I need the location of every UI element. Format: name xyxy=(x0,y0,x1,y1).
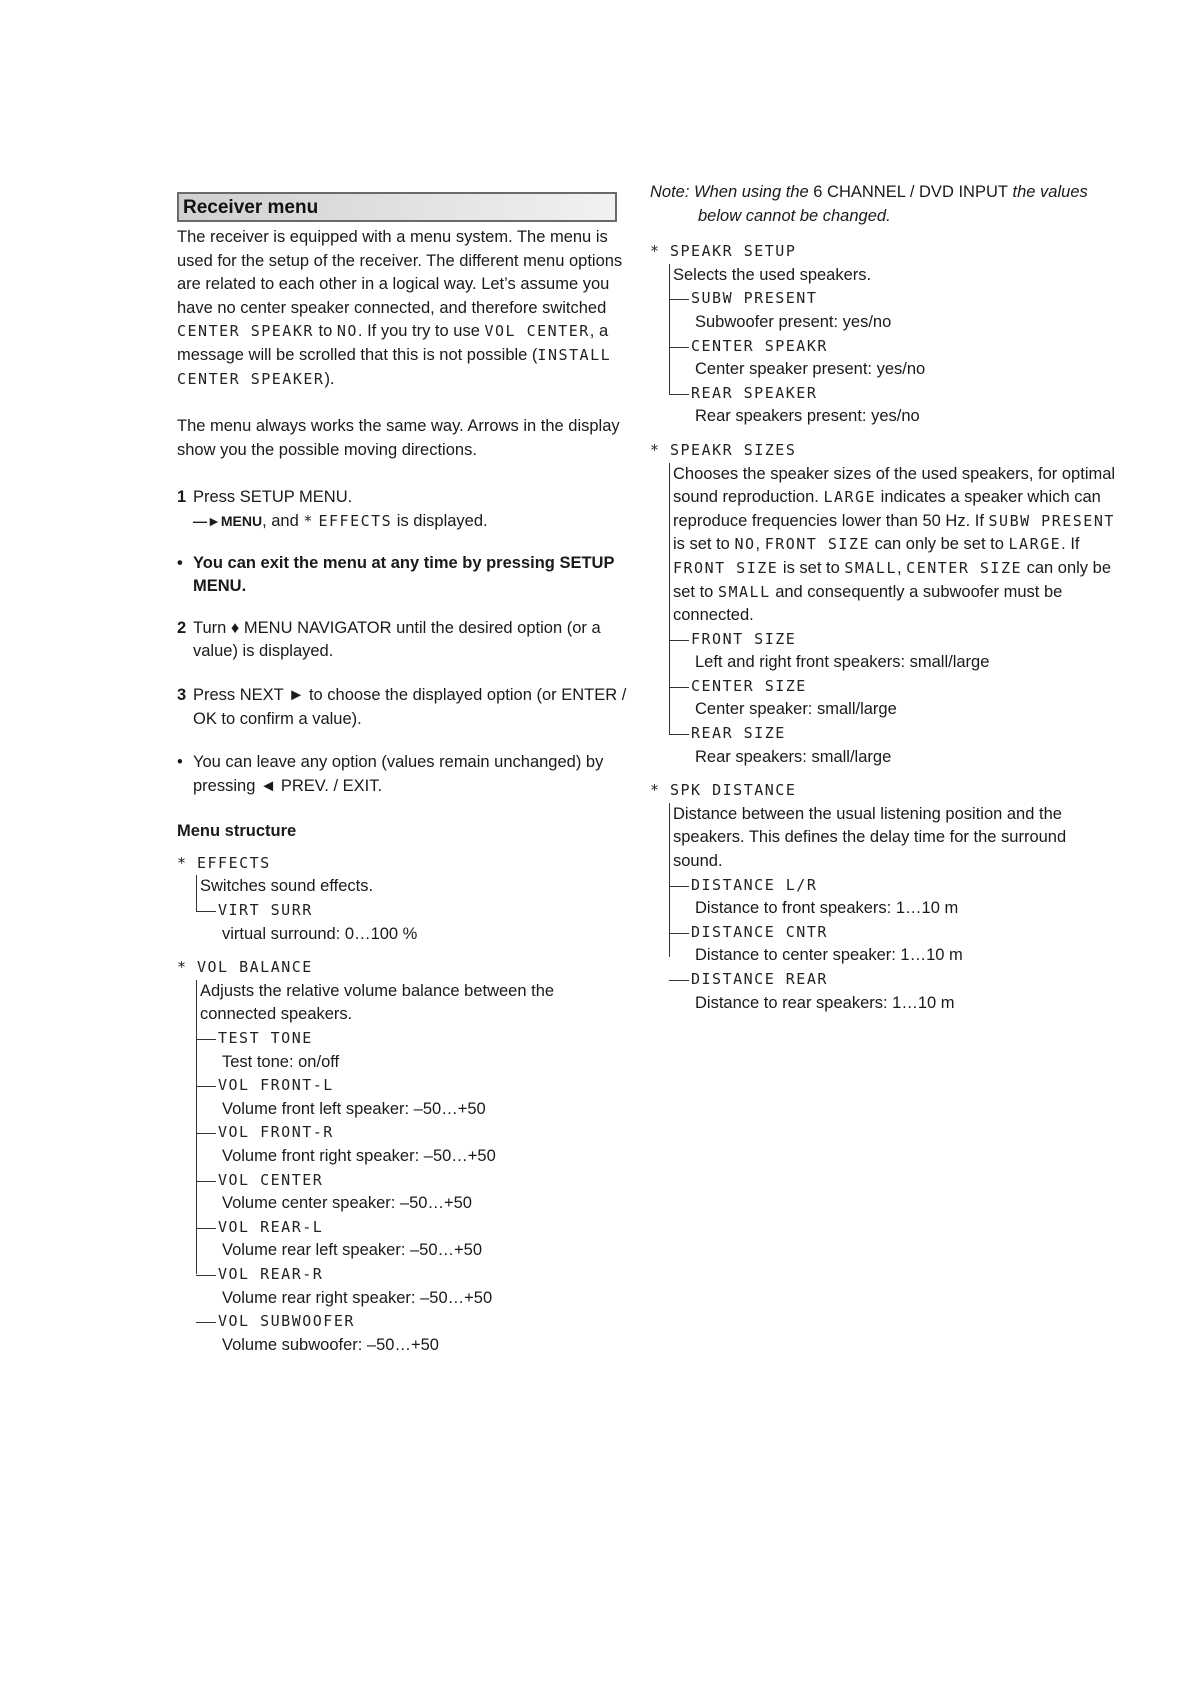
vol-balance-tree xyxy=(196,980,627,1358)
lcd-rear-speaker: REAR SPEAKER xyxy=(691,383,818,402)
step-number: 3 xyxy=(177,685,187,704)
lcd-distance-rear: DISTANCE REAR xyxy=(691,970,828,988)
step-1-text-3: is displayed. xyxy=(392,511,488,530)
step-1-display-line xyxy=(193,510,627,534)
lcd-front-size: FRONT SIZE xyxy=(691,629,797,648)
lcd-subw-present: SUBW PRESENT xyxy=(691,289,818,308)
step-1 xyxy=(177,486,627,533)
vol-rear-l-description: Volume rear left speaker: –50…+50 xyxy=(222,1241,483,1260)
speakr-sizes-tree xyxy=(669,463,1120,770)
step-1-text-2: , and xyxy=(262,511,304,530)
intro-text-3: . If you try to use xyxy=(357,322,485,341)
lcd-no: NO xyxy=(336,322,358,341)
tree-item xyxy=(673,287,1120,311)
intro-text-1: The receiver is equipped with a menu system. The menu is used for the setup of the receiver. The different menu options are related to each other in a logical way. Let’s assume you have no center speaker connected, and therefore switched xyxy=(177,228,623,317)
star-icon: * xyxy=(177,853,188,872)
subw-present-description: Subwoofer present: yes/no xyxy=(695,312,892,331)
star-icon: * xyxy=(177,958,188,977)
sizes-text: can only be set to xyxy=(870,535,1009,554)
star-icon: * xyxy=(650,781,661,800)
front-size-description: Left and right front speakers: small/large xyxy=(695,653,990,672)
distance-lr-description: Distance to front speakers: 1…10 m xyxy=(695,899,959,918)
vol-rear-r-description: Volume rear right speaker: –50…+50 xyxy=(222,1288,493,1307)
step-number: 1 xyxy=(177,488,187,507)
star-icon: * xyxy=(650,242,661,261)
tree-item xyxy=(673,335,1120,359)
lcd-small: SMALL xyxy=(717,582,771,601)
sizes-text: is set to xyxy=(673,535,735,554)
section-title-bar xyxy=(177,192,617,222)
section-title: Receiver menu xyxy=(183,197,319,218)
lcd-small: SMALL xyxy=(844,558,897,577)
intro-text-4: , a message will be scrolled that this is not possible ( xyxy=(177,322,609,364)
tree-item xyxy=(673,722,1120,746)
test-tone-description: Test tone: on/off xyxy=(222,1052,340,1071)
exit-menu-text: You can exit the menu at any time by pressing SETUP MENU. xyxy=(193,553,615,596)
lcd-vol-rear-r: VOL REAR-R xyxy=(218,1264,324,1283)
bullet-dot-icon: • xyxy=(177,753,183,772)
vol-balance-description: Adjusts the relative volume balance between the connected speakers. xyxy=(200,981,555,1024)
note-input-name: 6 CHANNEL / DVD INPUT xyxy=(813,183,1008,201)
menu-speakr-setup xyxy=(650,240,1120,264)
note-label: Note: xyxy=(650,183,690,201)
menu-structure-heading: Menu structure xyxy=(177,822,297,841)
lcd-spk-distance-title: SPK DISTANCE xyxy=(670,781,797,800)
leave-option-bullet xyxy=(177,751,627,798)
center-speakr-description: Center speaker present: yes/no xyxy=(695,360,926,379)
virt-surr-description: virtual surround: 0…100 % xyxy=(222,924,418,943)
lcd-center-size: CENTER SIZE xyxy=(691,676,807,695)
step-1-text: Press SETUP MENU. xyxy=(193,488,353,507)
tree-item xyxy=(200,1216,627,1240)
vol-front-l-description: Volume front left speaker: –50…+50 xyxy=(222,1099,486,1118)
sizes-text: and consequently a subwoofer must be connected. xyxy=(673,582,1063,625)
sizes-text: . If xyxy=(1061,535,1080,554)
menu-spk-distance xyxy=(650,779,1120,803)
sizes-text: Chooses the speaker sizes of the used speakers, for optimal sound reproduction. xyxy=(673,464,1116,507)
lcd-center-speakr: CENTER SPEAKR xyxy=(177,322,314,341)
star-icon: * xyxy=(303,511,314,530)
rear-size-description: Rear speakers: small/large xyxy=(695,747,892,766)
lcd-center-size: CENTER SIZE xyxy=(906,558,1023,577)
distance-rear-description: Distance to rear speakers: 1…10 m xyxy=(695,993,955,1012)
sizes-text: is set to xyxy=(778,558,845,577)
spk-distance-description: Distance between the usual listening position and the speakers. This defines the delay time for the surround sound. xyxy=(673,804,1067,871)
lcd-large: LARGE xyxy=(1008,535,1062,554)
note-text-1: When using the xyxy=(689,183,814,201)
rear-speaker-description: Rear speakers present: yes/no xyxy=(695,407,920,426)
tree-item xyxy=(200,1074,627,1098)
note-text-2: the values xyxy=(1007,183,1088,201)
tree-item xyxy=(200,1169,627,1193)
speakr-sizes-description xyxy=(673,463,1120,628)
lcd-speakr-setup-title: SPEAKR SETUP xyxy=(670,242,797,261)
tree-item xyxy=(200,1121,627,1145)
tree-item xyxy=(673,874,1120,898)
lcd-distance-lr: DISTANCE L/R xyxy=(691,875,818,894)
lcd-speakr-sizes-title: SPEAKR SIZES xyxy=(670,440,797,459)
lcd-rear-size: REAR SIZE xyxy=(691,724,786,743)
lcd-no: NO xyxy=(734,535,756,554)
lcd-vol-front-l: VOL FRONT-L xyxy=(218,1076,334,1095)
tree-item xyxy=(200,1310,627,1334)
menu-works-paragraph: The menu always works the same way. Arrows in the display show you the possible moving directions. xyxy=(177,417,620,459)
intro-text-5: ). xyxy=(324,369,335,388)
center-size-description: Center speaker: small/large xyxy=(695,700,897,719)
step-2-text: Turn ♦ MENU NAVIGATOR until the desired option (or a value) is displayed. xyxy=(193,618,601,661)
lcd-vol-rear-l: VOL REAR-L xyxy=(218,1217,324,1236)
lcd-vol-center: VOL CENTER xyxy=(484,322,590,341)
menu-speakr-sizes xyxy=(650,439,1120,463)
note xyxy=(650,181,1120,205)
vol-front-r-description: Volume front right speaker: –50…+50 xyxy=(222,1147,496,1165)
menu-vol-balance xyxy=(177,956,627,980)
lcd-distance-cntr: DISTANCE CNTR xyxy=(691,922,828,941)
star-icon: * xyxy=(650,440,661,459)
lcd-center-speakr: CENTER SPEAKR xyxy=(691,336,828,355)
tree-item xyxy=(673,628,1120,652)
exit-menu-bullet xyxy=(177,552,627,599)
lcd-vol-front-r: VOL FRONT-R xyxy=(218,1123,334,1142)
distance-cntr-description: Distance to center speaker: 1…10 m xyxy=(695,946,963,965)
lcd-subw-present: SUBW PRESENT xyxy=(988,511,1115,530)
intro-text-2: to xyxy=(313,322,337,341)
lcd-install-center-speaker: INSTALL CENTER SPEAKER xyxy=(177,345,612,388)
lcd-vol-subwoofer: VOL SUBWOOFER xyxy=(218,1312,355,1331)
step-2 xyxy=(177,617,627,664)
menu-effects xyxy=(177,852,627,876)
lcd-effects-title: EFFECTS xyxy=(197,853,271,872)
bullet-dot-icon: • xyxy=(177,553,183,572)
tree-item xyxy=(200,1263,627,1287)
effects-tree xyxy=(196,875,627,946)
menu-arrow-label: —►MENU xyxy=(193,512,263,529)
lcd-vol-center: VOL CENTER xyxy=(218,1170,324,1189)
step-3-text: Press NEXT ► to choose the displayed option (or ENTER / OK to confirm a value). xyxy=(193,685,627,728)
tree-item xyxy=(200,1027,627,1051)
effects-description: Switches sound effects. xyxy=(200,877,374,896)
vol-subwoofer-description: Volume subwoofer: –50…+50 xyxy=(222,1335,439,1354)
lcd-front-size: FRONT SIZE xyxy=(764,535,870,554)
right-column xyxy=(650,181,1120,1015)
intro-paragraph xyxy=(177,226,627,391)
vol-center-description: Volume center speaker: –50…+50 xyxy=(222,1194,472,1213)
note-line-2: below cannot be changed. xyxy=(698,206,891,225)
tree-item xyxy=(673,968,1120,992)
step-number: 2 xyxy=(177,618,187,637)
left-column xyxy=(177,192,627,1357)
sizes-text: can only be set to xyxy=(673,558,1111,601)
speakr-setup-tree xyxy=(669,264,1120,429)
tree-item xyxy=(673,382,1120,406)
lcd-large: LARGE xyxy=(823,488,877,507)
lcd-virt-surr: VIRT SURR xyxy=(218,901,313,920)
tree-item xyxy=(673,675,1120,699)
tree-item xyxy=(673,921,1120,945)
spk-distance-tree xyxy=(669,803,1120,1015)
sizes-text: indicates a speaker which can reproduce frequencies lower than 50 Hz. If xyxy=(673,488,1101,530)
lcd-vol-balance-title: VOL BALANCE xyxy=(197,958,313,977)
lcd-effects: EFFECTS xyxy=(318,511,393,530)
lcd-front-size: FRONT SIZE xyxy=(673,558,779,577)
sizes-text: , xyxy=(897,558,907,577)
speakr-setup-description: Selects the used speakers. xyxy=(673,265,872,284)
lcd-test-tone: TEST TONE xyxy=(218,1029,313,1048)
leave-option-text: You can leave any option (values remain unchanged) by pressing ◄ PREV. / EXIT. xyxy=(193,753,604,795)
tree-item xyxy=(200,899,627,923)
step-3 xyxy=(177,684,627,731)
sizes-text: , xyxy=(755,535,765,554)
